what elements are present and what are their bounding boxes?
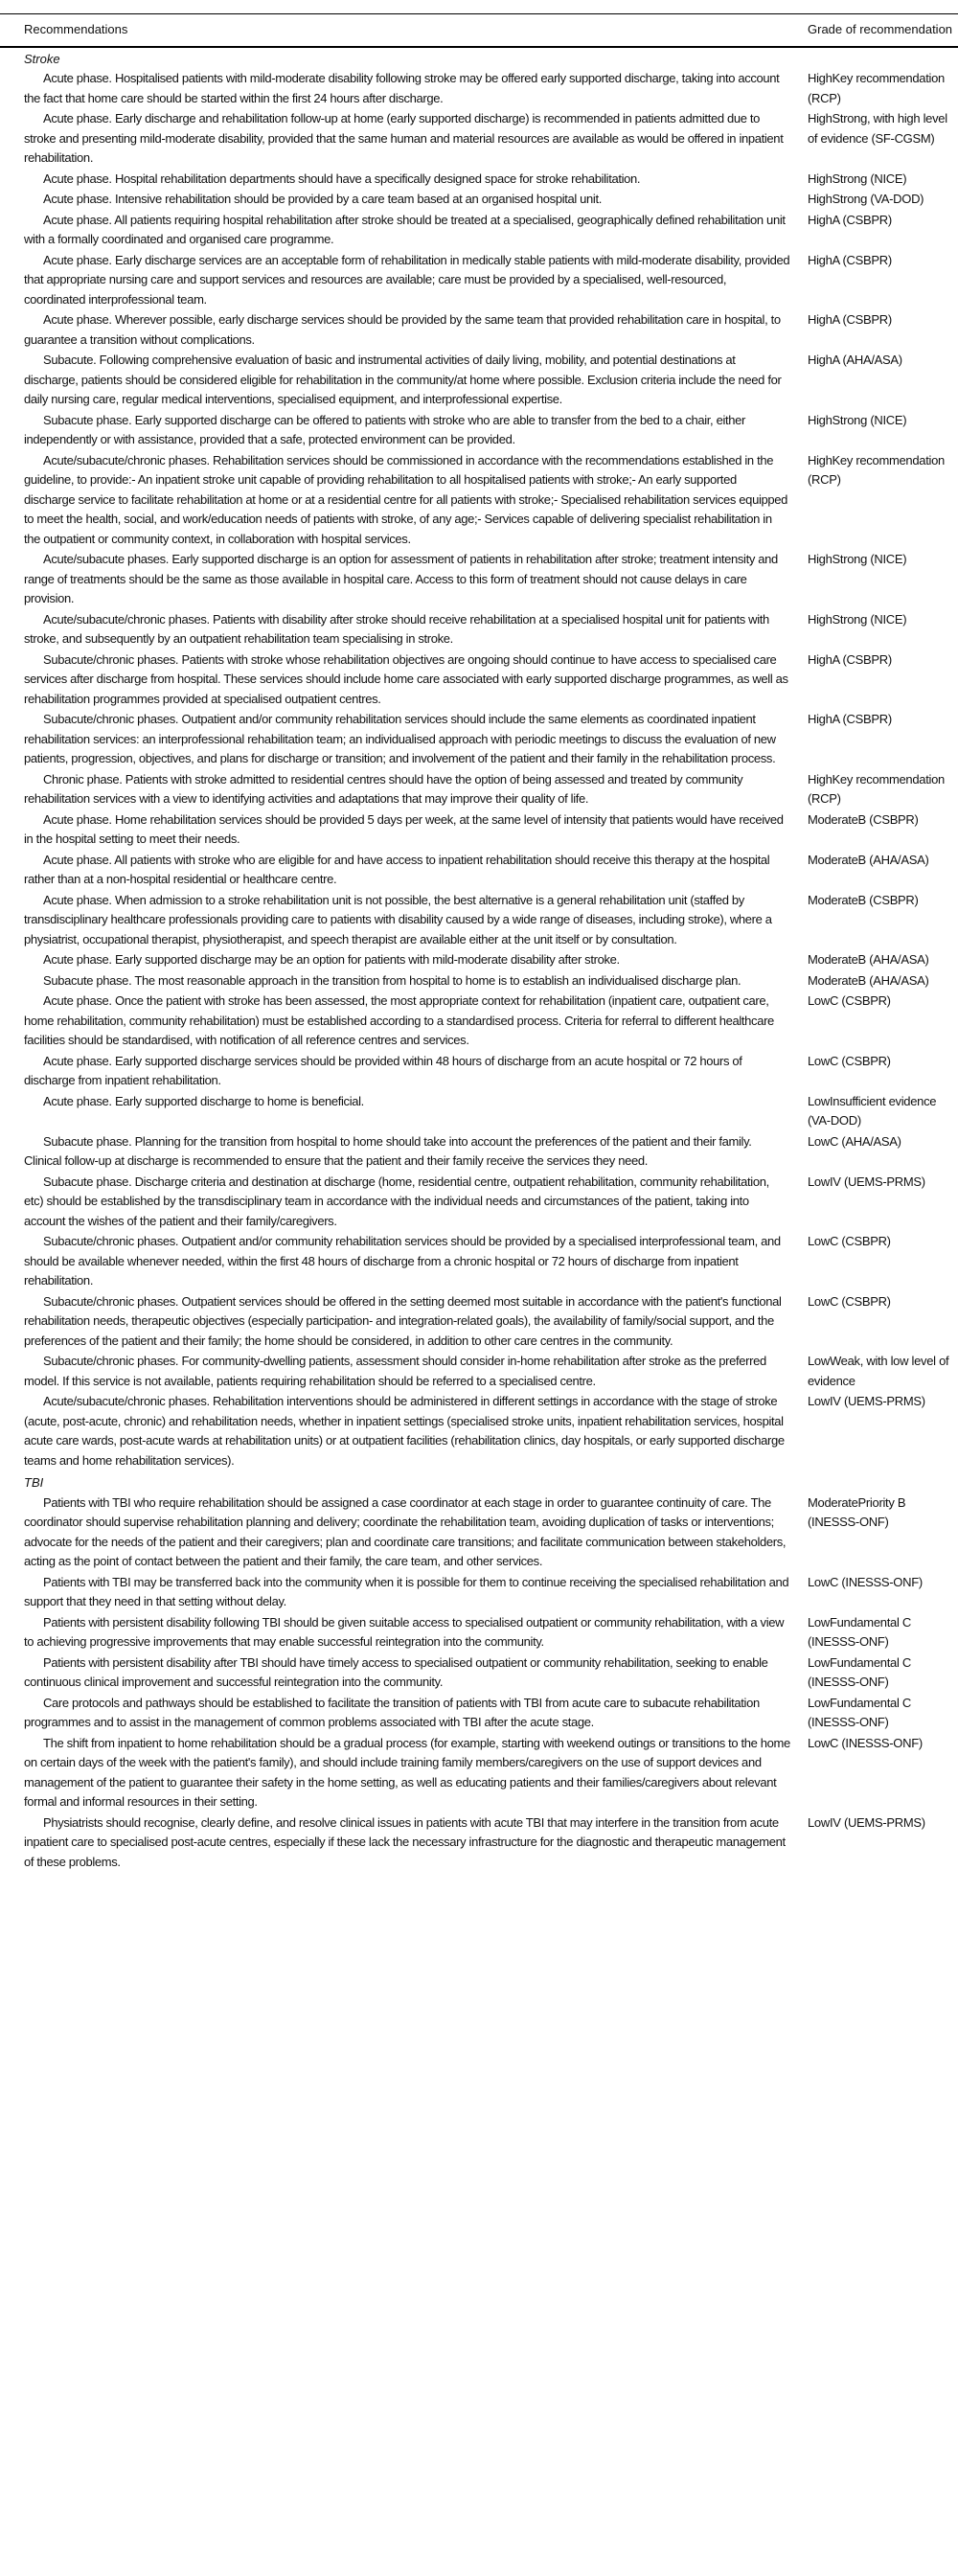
recommendation-text: Chronic phase. Patients with stroke admitted to residential centres should have the option of being assessed and treated by community rehabilitation services with a view to identifying activities and adaptations that may improve their quality of life. xyxy=(24,771,743,806)
grade-cell: LowFundamental C (INESSS-ONF) xyxy=(808,1654,911,1689)
table-row xyxy=(0,1173,958,1233)
table-row xyxy=(0,1734,958,1813)
grade-cell: LowFundamental C (INESSS-ONF) xyxy=(808,1614,911,1649)
table-row xyxy=(0,851,958,891)
recommendation-cell xyxy=(0,851,808,891)
recommendation-cell xyxy=(0,1392,808,1471)
grade-cell: LowInsufficient evidence (VA-DOD) xyxy=(808,1093,937,1128)
recommendation-text: Care protocols and pathways should be established to facilitate the transition of patients with TBI from acute care to subacute rehabilitation programmes and to assist in the management of common problems associated with TBI after the acute stage. xyxy=(24,1695,760,1729)
table-row xyxy=(0,1092,958,1132)
grade-cell: LowC (CSBPR) xyxy=(808,993,891,1008)
recommendation-cell xyxy=(0,950,808,971)
table-row xyxy=(0,950,958,971)
recommendation-text: Subacute. Following comprehensive evaluation of basic and instrumental activities of daily living, mobility, and potential destinations at discharge, patients should be considered eligible for rehabilitation in the community/at home where possible. Exclusion criteria include the need for daily nursing care, regular medical interventions, specialised equipment, and interprofessional expertise. xyxy=(24,353,782,406)
recommendation-cell xyxy=(0,69,808,109)
recommendation-text: Subacute/chronic phases. Outpatient services should be offered in the setting deemed most suitable in accordance with the patient's functional rehabilitation needs, therapeutic objectives (especially participation- and integration-related goals), the availability of family/social support, and the preferences of the patient and their family; the home should be considered, in addition to other care centres in the community. xyxy=(24,1293,782,1348)
section-title: Stroke xyxy=(24,51,60,66)
recommendation-text: Acute phase. Early supported discharge services should be provided within 48 hours of discharge from an acute hospital or 72 hours of discharge from inpatient rehabilitation. xyxy=(24,1053,742,1087)
recommendation-cell xyxy=(0,109,808,170)
grade-cell: ModerateB (AHA/ASA) xyxy=(808,952,929,967)
grade-cell: LowC (INESSS-ONF) xyxy=(808,1735,923,1750)
recommendation-cell xyxy=(0,1734,808,1813)
recommendation-text: Subacute phase. Early supported discharge can be offered to patients with stroke who are able to transfer from the bed to a chair, either independently or with assistance, provided that a safe, protected environment can be provided. xyxy=(24,412,745,446)
table-row xyxy=(0,1392,958,1471)
grade-cell: ModerateB (AHA/ASA) xyxy=(808,972,929,988)
recommendation-text: Subacute phase. The most reasonable approach in the transition from hospital to home is to establish an individualised discharge plan. xyxy=(43,972,741,988)
grade-cell: LowC (CSBPR) xyxy=(808,1293,891,1309)
table-body xyxy=(0,47,958,1874)
recommendation-cell xyxy=(0,351,808,411)
grade-cell: ModerateB (CSBPR) xyxy=(808,811,919,827)
recommendation-text: Subacute/chronic phases. For community-dwelling patients, assessment should consider in-home rehabilitation after stroke as the preferred model. If this service is not available, patients requiring rehabilitation should be referred to a specialised centre. xyxy=(24,1354,766,1388)
recommendation-cell xyxy=(0,1694,808,1734)
grade-cell: HighKey recommendation (RCP) xyxy=(808,452,945,487)
recommendation-text: Acute phase. Early discharge services are an acceptable form of rehabilitation in medically stable patients with mild-moderate disability, provided that appropriate nursing care and support services and resources are available; care must be provided by a specialised, well-resourced, coordinated interprofessional team. xyxy=(24,252,790,307)
table-row xyxy=(0,1653,958,1694)
table-row xyxy=(0,69,958,109)
recommendation-text: Acute/subacute/chronic phases. Rehabilitation services should be commissioned in accordance with the recommendations established in the guideline, to provide:- An inpatient stroke unit capable of providing rehabilitation to all hospitalised patients with stroke;- An early supported discharge service to facilitate rehabilitation at home or at a residential centre for all patients with stroke;- Specialised rehabilitation services equipped to meet the health, social, and work/education needs of patients with stroke, of any age;- Services capable of delivering specialist rehabilitation in the outpatient or community context, in collaboration with hospital services. xyxy=(24,452,788,546)
recommendation-cell xyxy=(0,810,808,851)
table-row xyxy=(0,1292,958,1353)
recommendation-cell xyxy=(0,170,808,191)
grade-cell: ModerateB (AHA/ASA) xyxy=(808,852,929,867)
recommendation-text: Subacute/chronic phases. Outpatient and/or community rehabilitation services should include the same elements as coordinated inpatient rehabilitation services: an interprofessional rehabilitation team; an individualised approach with periodic meetings to discuss the evaluation of new patients, progression, objectives, and plans for discharge or transition; and involvement of the patient and their family in the rehabilitation process. xyxy=(24,712,776,765)
grade-cell: LowIV (UEMS-PRMS) xyxy=(808,1394,925,1408)
table-row xyxy=(0,810,958,851)
grade-cell: HighKey recommendation (RCP) xyxy=(808,71,945,105)
grade-cell: HighStrong (NICE) xyxy=(808,412,907,427)
table-row xyxy=(0,351,958,411)
grade-cell: HighStrong, with high level of evidence (SF-CGSM) xyxy=(808,111,947,146)
recommendation-cell xyxy=(0,610,808,650)
table-row xyxy=(0,1613,958,1653)
table-row xyxy=(0,251,958,311)
recommendation-cell xyxy=(0,190,808,211)
recommendation-cell xyxy=(0,1573,808,1613)
recommendation-cell xyxy=(0,1653,808,1694)
grade-cell: HighA (CSBPR) xyxy=(808,712,892,726)
recommendation-text: Acute phase. Early discharge and rehabilitation follow-up at home (early supported discharge) is recommended in patients admitted due to stroke and presenting mild-moderate disability, provided that the same human and material resources are available as would be offered in inpatient rehabilitation. xyxy=(24,111,784,165)
recommendation-cell xyxy=(0,1292,808,1353)
grade-cell: LowWeak, with low level of evidence xyxy=(808,1354,949,1388)
table-row xyxy=(0,109,958,170)
table-row xyxy=(0,1694,958,1734)
table-row xyxy=(0,1813,958,1874)
recommendation-text: Subacute/chronic phases. Patients with stroke whose rehabilitation objectives are ongoing should continue to have access to specialised care services after discharge from hospital. These services should include home care associated with early supported discharge programmes, as well as rehabilitation programmes provided at specialised outpatient centres. xyxy=(24,651,788,706)
section-header-row xyxy=(0,47,958,70)
grade-cell: HighA (CSBPR) xyxy=(808,212,892,227)
recommendation-text: Patients with persistent disability following TBI should be given suitable access to specialised outpatient or community rehabilitation, with a view to achieving progressive improvements that may enable successful reintegration into the community. xyxy=(24,1614,785,1649)
recommendation-cell xyxy=(0,310,808,351)
grade-cell: HighStrong (NICE) xyxy=(808,552,907,566)
recommendation-text: Subacute phase. Discharge criteria and destination at discharge (home, residential centre, outpatient rehabilitation, community rehabilitation, etc) should be established by the transdisciplinary team in accordance with the individual needs and circumstances of the patient, taking into account the wishes of the patient and their family/caregivers. xyxy=(24,1174,769,1228)
grade-cell: LowC (CSBPR) xyxy=(808,1053,891,1068)
grade-cell: ModeratePriority B (INESSS-ONF) xyxy=(808,1494,906,1529)
table-row xyxy=(0,650,958,711)
table-row xyxy=(0,992,958,1052)
table-row xyxy=(0,451,958,551)
recommendation-text: Acute phase. Intensive rehabilitation should be provided by a care team based at an organised hospital unit. xyxy=(43,192,602,206)
recommendation-text: Patients with TBI who require rehabilitation should be assigned a case coordinator at each stage in order to guarantee continuity of care. The coordinator should supervise rehabilitation planning and delivery; coordinate the rehabilitation team, avoiding duplication of tasks or interventions; advocate for the needs of the patient and their caregivers; plan and coordinate care transitions; and facilitate communication between stakeholders, acting as the point of contact between the patient and their family, the care team, and other services. xyxy=(24,1494,787,1568)
grade-cell: LowC (CSBPR) xyxy=(808,1234,891,1248)
column-header-recommendations: Recommendations xyxy=(24,22,128,36)
grade-cell: HighA (CSBPR) xyxy=(808,651,892,667)
recommendation-cell xyxy=(0,411,808,451)
recommendation-cell xyxy=(0,710,808,770)
recommendation-cell xyxy=(0,1173,808,1233)
recommendation-text: Acute phase. Wherever possible, early discharge services should be provided by the same team that provided rehabilitation care in hospital, to guarantee a transition without complications. xyxy=(24,312,781,347)
recommendation-cell xyxy=(0,891,808,951)
recommendation-text: Acute phase. All patients requiring hospital rehabilitation after stroke should be treated at a specialised, geographically defined rehabilitation unit with a formally coordinated and organised care programme. xyxy=(24,212,786,246)
recommendation-cell xyxy=(0,971,808,992)
recommendation-text: Acute/subacute/chronic phases. Rehabilitation interventions should be administered in different settings in accordance with the stage of stroke (acute, post-acute, chronic) and rehabilitation needs, whether in inpatient settings (specialised stroke units, inpatient rehabilitation services, hospital acute care wards, post-acute wards at rehabilitation units) or at outpatient facilities (rehabilitation clinics, day hospitals, or early supported discharge teams and home rehabilitation services). xyxy=(24,1394,785,1468)
recommendation-cell xyxy=(0,770,808,810)
recommendation-cell xyxy=(0,1232,808,1292)
table-row xyxy=(0,310,958,351)
recommendation-cell xyxy=(0,1052,808,1092)
recommendation-cell xyxy=(0,650,808,711)
table-row xyxy=(0,971,958,992)
grade-cell: LowC (AHA/ASA) xyxy=(808,1133,901,1149)
recommendation-text: The shift from inpatient to home rehabilitation should be a gradual process (for example, starting with weekend outings or transitions to the home on certain days of the week with the patient's family), and should include training family members/caregivers on the use of support devices and management of the patient to guarantee their safety in the home setting, as well as educating patients and their families/caregivers about relevant formal and informal resources in their setting. xyxy=(24,1735,790,1809)
recommendation-text: Subacute phase. Planning for the transition from hospital to home should take into account the preferences of the patient and their family. Clinical follow-up at discharge is recommended to ensure that the patient and their family receive the services they need. xyxy=(24,1133,752,1168)
recommendation-text: Acute/subacute/chronic phases. Patients with disability after stroke should receive rehabilitation at a specialised hospital unit for patients with stroke, and subsequently by an outpatient rehabilitation team specialising in stroke. xyxy=(24,611,769,646)
section-grade-empty xyxy=(808,1471,958,1493)
grade-cell: LowIV (UEMS-PRMS) xyxy=(808,1174,925,1189)
table-row xyxy=(0,190,958,211)
grade-cell: LowC (INESSS-ONF) xyxy=(808,1574,923,1589)
recommendations-table xyxy=(0,13,958,1873)
table-row xyxy=(0,1573,958,1613)
recommendation-cell xyxy=(0,251,808,311)
table-row xyxy=(0,411,958,451)
grade-cell: LowFundamental C (INESSS-ONF) xyxy=(808,1695,911,1729)
recommendation-cell xyxy=(0,451,808,551)
table-row xyxy=(0,1493,958,1573)
table-row xyxy=(0,710,958,770)
grade-cell: HighKey recommendation (RCP) xyxy=(808,771,945,806)
grade-cell: LowIV (UEMS-PRMS) xyxy=(808,1814,925,1830)
grade-cell: HighA (CSBPR) xyxy=(808,252,892,267)
recommendation-cell xyxy=(0,1613,808,1653)
table-header-row xyxy=(0,14,958,47)
recommendation-text: Acute phase. When admission to a stroke rehabilitation unit is not possible, the best alternative is a general rehabilitation unit (staffed by transdisciplinary healthcare professionals providing care to patients with disability caused by a wide range of diseases, including stroke), where a physiatrist, occupational therapist, physiotherapist, and speech therapist are available either at the unit itself or by consultation. xyxy=(24,892,772,946)
recommendation-text: Acute phase. Early supported discharge may be an option for patients with mild-moderate disability after stroke. xyxy=(43,952,620,967)
recommendation-cell xyxy=(0,1132,808,1173)
recommendation-cell xyxy=(0,550,808,610)
recommendation-text: Acute phase. Home rehabilitation services should be provided 5 days per week, at the same level of intensity that patients would have received in the hospital setting to meet their needs. xyxy=(24,811,784,846)
grade-cell: HighStrong (NICE) xyxy=(808,611,907,627)
recommendation-cell xyxy=(0,1813,808,1874)
recommendation-cell xyxy=(0,1493,808,1573)
recommendation-text: Acute phase. Hospital rehabilitation departments should have a specifically designed space for stroke rehabilitation. xyxy=(43,171,641,186)
recommendation-cell xyxy=(0,211,808,251)
recommendation-text: Patients with TBI may be transferred back into the community when it is possible for them to continue receiving the specialised rehabilitation and support that they need in that setting without delay. xyxy=(24,1574,789,1608)
recommendation-cell xyxy=(0,1092,808,1132)
table-row xyxy=(0,211,958,251)
recommendation-text: Acute phase. Early supported discharge to home is beneficial. xyxy=(43,1093,364,1108)
recommendation-text: Acute phase. Hospitalised patients with mild-moderate disability following stroke may be offered early supported discharge, taking into account the fact that home care should be started within the first 24 hours after discharge. xyxy=(24,71,780,105)
recommendation-text: Acute phase. Once the patient with stroke has been assessed, the most appropriate context for rehabilitation (inpatient care, outpatient care, home rehabilitation, community rehabilitation) must be established according to a standardised process. Criteria for referral to different healthcare facilities should be standardised, with notification of all reference centres and services. xyxy=(24,993,774,1047)
grade-cell: ModerateB (CSBPR) xyxy=(808,892,919,907)
recommendation-text: Acute phase. All patients with stroke who are eligible for and have access to inpatient rehabilitation should receive this therapy at the hospital rather than at a non-hospital residential or healthcare centre. xyxy=(24,852,770,886)
table-row xyxy=(0,891,958,951)
section-title: TBI xyxy=(24,1475,44,1490)
grade-cell: HighA (AHA/ASA) xyxy=(808,353,902,367)
grade-cell: HighA (CSBPR) xyxy=(808,312,892,327)
recommendation-text: Subacute/chronic phases. Outpatient and/or community rehabilitation services should be provided by a specialised interprofessional team, and should be available whenever needed, within the first 48 hours of discharge from a chronic hospital or 72 hours of discharge from inpatient rehabilitation. xyxy=(24,1234,781,1288)
recommendation-text: Physiatrists should recognise, clearly define, and resolve clinical issues in patients with acute TBI that may interfere in the transition from acute inpatient care to specialised post-acute centres, especially if these lack the necessary infrastructure for the diagnostic and therapeutic management of these problems. xyxy=(24,1814,786,1869)
recommendation-text: Patients with persistent disability after TBI should have timely access to specialised outpatient or community rehabilitation, seeking to enable continuous clinical improvement and successful reintegration into the community. xyxy=(24,1654,768,1689)
grade-cell: HighStrong (VA-DOD) xyxy=(808,192,924,206)
section-header-row xyxy=(0,1471,958,1493)
table-row xyxy=(0,1352,958,1392)
table-row xyxy=(0,770,958,810)
column-header-grade: Grade of recommendation xyxy=(808,22,953,36)
table-row xyxy=(0,1052,958,1092)
grade-cell: HighStrong (NICE) xyxy=(808,171,907,186)
table-row xyxy=(0,1132,958,1173)
table-row xyxy=(0,610,958,650)
table-row xyxy=(0,550,958,610)
section-grade-empty xyxy=(808,47,958,70)
recommendation-text: Acute/subacute phases. Early supported discharge is an option for assessment of patients in rehabilitation after stroke; treatment intensity and range of treatments should be the same as those available in hospital care. Access to this form of treatment should not cause delays in care provision. xyxy=(24,552,778,605)
table-row xyxy=(0,170,958,191)
table-row xyxy=(0,1232,958,1292)
recommendation-cell xyxy=(0,992,808,1052)
recommendation-cell xyxy=(0,1352,808,1392)
